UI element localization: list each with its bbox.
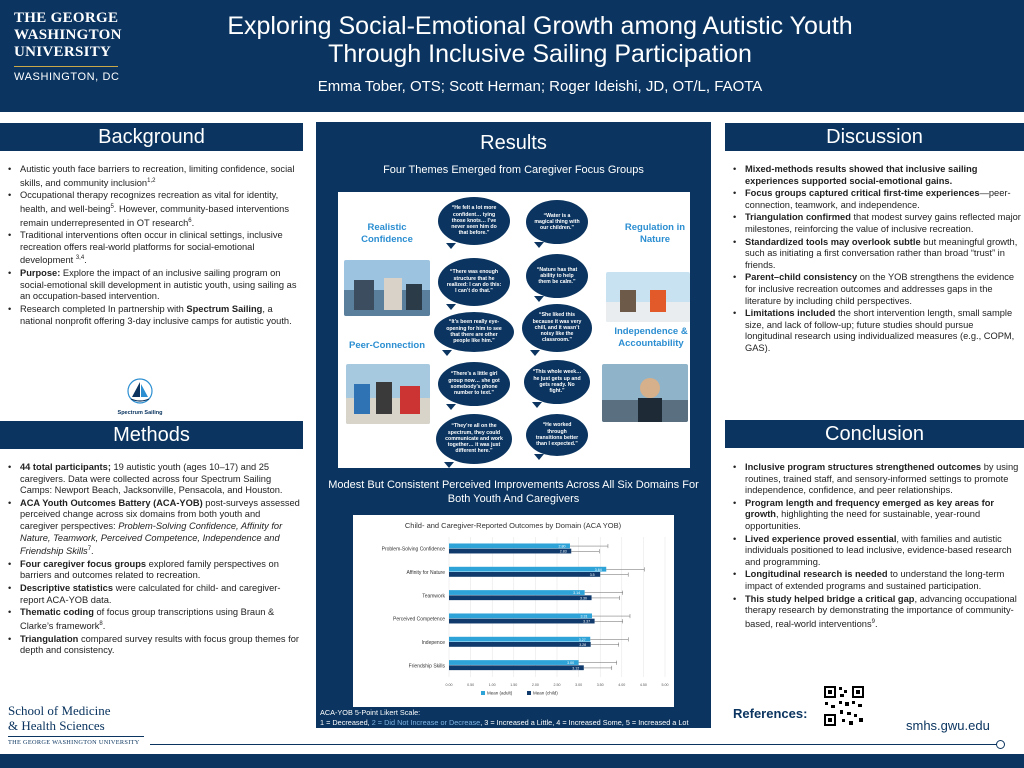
m-lead: Triangulation (20, 633, 79, 644)
quote-bubble: “He felt a lot more confident… tying those knots… I’ve never seen him do that before.” (438, 197, 510, 245)
category-label: Affinity for Nature (406, 570, 445, 576)
x-tick-label: 0.00 (445, 683, 453, 687)
quote-bubble: “Water is a magical thing with our children.” (526, 200, 588, 244)
x-tick-label: 1.50 (510, 683, 518, 687)
scale-part: , 3 = Increased a Little, 4 = Increased Some, 5 = Increased a Lot (480, 717, 689, 727)
qr-code-graphic (822, 684, 866, 728)
bg-text: Traditional interventions often occur in clinical settings, inclusive recreation offers real-world platforms for social-emotional development (20, 230, 283, 266)
citation: 8 (99, 620, 103, 627)
x-tick-label: 5.00 (661, 683, 669, 687)
qr-code-icon[interactable] (822, 684, 866, 728)
school-rule (8, 736, 144, 737)
sailboat-icon (105, 377, 175, 405)
background-heading: Background (0, 123, 303, 151)
x-tick-label: 3.00 (575, 683, 583, 687)
conclusion-list (729, 462, 1021, 630)
c-lead: Program length and frequency emerged as key areas for growth (745, 497, 995, 520)
m-domains: Problem-Solving Confidence, Affinity for Nature, Teamwork, Perceived Competence, Independence and Friendship Skills (20, 520, 283, 557)
background-item (4, 164, 298, 189)
d-text: the short intervention length, small sample size, and lack of follow-up; future studies should pursue longitudinal research using individualized measures (e.g., COPM, GAS). (745, 308, 1015, 353)
bar (449, 660, 579, 665)
scale-part: 1 = Decreased, (320, 717, 372, 727)
conclusion-item (729, 534, 1021, 569)
quote-bubble: “There’s a little girl group now… she got somebody’s phone number to text.” (438, 362, 510, 406)
photo-independence (602, 364, 688, 422)
photo-youth-sailing (344, 260, 430, 316)
x-tick-label: 2.00 (531, 683, 539, 687)
school-of-medicine-logo (8, 703, 148, 746)
d-lead: Limitations included (745, 308, 836, 319)
gwu-logo (14, 10, 136, 90)
bg-text: Autistic youth face barriers to recreation, limiting confidence, social skills, and community inclusion (20, 164, 295, 188)
quote-bubble: “They’re all on the spectrum, they could communicate and work together… it was just different here.” (436, 414, 512, 464)
m-lead: Four caregiver focus groups (20, 558, 147, 569)
c-text: by using routines, trained staff, and sensory-informed settings to promote independence, confidence, and peer relationships. (745, 462, 1019, 496)
outcomes-chart (353, 515, 674, 707)
bar (449, 549, 571, 554)
m-text: . (102, 620, 106, 631)
m-lead: Thematic coding (20, 607, 94, 618)
likert-scale (320, 708, 710, 727)
bar-value-label: 3.28 (579, 643, 587, 647)
d-lead: Triangulation confirmed (745, 212, 851, 223)
methods-item (4, 583, 300, 606)
bg-text: . However, community-based interventions remain underrepresented in OT research (20, 203, 289, 228)
poster-header (0, 0, 1024, 112)
logo-line-1: THE GEORGE (14, 10, 119, 26)
c-text: , advancing occupational therapy research by demonstrating the importance of community-based, real-world interventions (745, 593, 1017, 629)
discussion-item (729, 308, 1021, 354)
results-panel (316, 122, 711, 728)
x-tick-label: 4.50 (639, 683, 647, 687)
school-gwu: THE GEORGE WASHINGTON UNIVERSITY (8, 739, 140, 746)
legend-label: Mean (adult) (487, 690, 513, 696)
outcomes-chart-svg (353, 515, 674, 707)
bg-text: Explore the impact of an inclusive sailing program on social-emotional skill development in autistic youth, using sailing as an occupation-based intervention. (20, 268, 297, 302)
chart-bars (449, 543, 644, 670)
bar (449, 572, 600, 577)
m-text: . (91, 546, 94, 557)
footer-dot (996, 740, 1005, 749)
c-text: , with families and autistic individuals positioned to lead inclusive, evidence-based research and programming. (745, 533, 1012, 567)
x-tick-label: 0.50 (467, 683, 475, 687)
citation: 6 (188, 217, 192, 224)
citation: 7 (87, 546, 92, 553)
background-item (4, 304, 298, 327)
bar-value-label: 2.80 (558, 544, 566, 549)
bar (449, 595, 592, 600)
m-text: explored family perspectives on barriers and outcomes related to recreation. (20, 558, 279, 581)
bar-value-label: 3.30 (580, 596, 588, 601)
category-label: Indepence (421, 640, 445, 646)
category-label: Perceived Competence (393, 616, 445, 623)
category-label: Friendship Skills (408, 663, 445, 670)
d-lead: Standardized tools may overlook subtle (745, 236, 921, 247)
photo-peers-icon (346, 364, 430, 424)
methods-item (4, 498, 300, 558)
bar (449, 619, 595, 624)
theme-independence-accountability: Independence & Accountability (614, 326, 688, 349)
m-lead: ACA Youth Outcomes Battery (ACA-YOB) (20, 497, 203, 508)
citation: 3,4 (75, 255, 85, 262)
footer-bar (0, 754, 1024, 768)
bar (449, 590, 585, 595)
theme-peer-connection: Peer-Connection (348, 340, 425, 351)
bar-value-label: 3.12 (572, 666, 580, 671)
m-text: 19 autistic youth (ages 10–17) and 25 caregivers. Data were collected across four Spectrum Sailing Camps: Newport Beach, Jacksonville, Pensacola, and Houston. (20, 462, 283, 496)
partner-logo-text: Spectrum Sailing (117, 410, 163, 416)
theme-regulation-in-nature: Regulation in Nature (624, 222, 686, 245)
logo-rule (14, 66, 118, 67)
background-body (4, 164, 298, 328)
d-text: but meaningful growth, such as initiating a first conversation rather than broad “trust” in friends. (745, 236, 1018, 270)
photo-nature-icon (606, 272, 690, 322)
discussion-list (729, 164, 1021, 355)
discussion-item (729, 237, 1021, 272)
c-lead: This study helped bridge a critical gap (745, 593, 915, 604)
spectrum-sailing-logo (105, 377, 175, 415)
photo-boat-nature (606, 272, 690, 322)
theme-realistic-confidence: Realistic Confidence (361, 222, 413, 245)
chart-x-ticks (446, 683, 669, 687)
scale-part-neutral: 2 = Did Not Increase or Decrease (371, 717, 481, 727)
background-list (4, 164, 298, 327)
bar-value-label: 3.5 (589, 573, 595, 577)
d-lead: Mixed-methods results showed that inclusive sailing experiences supported social-emotional gains. (745, 164, 978, 186)
logo-line-2: WASHINGTON (14, 27, 122, 43)
website-url[interactable]: smhs.gwu.edu (906, 718, 990, 733)
c-lead: Inclusive program structures strengthened outcomes (745, 462, 982, 472)
x-tick-label: 3.50 (596, 683, 604, 687)
chart-category-labels (382, 547, 446, 670)
c-lead: Lived experience proved essential (745, 533, 897, 544)
quote-bubble: “It’s been really eye-opening for him to see that there are other people like him.” (434, 312, 514, 352)
conclusion-item (729, 498, 1021, 533)
photo-sailing-icon (344, 260, 430, 316)
chart-legend (481, 691, 558, 696)
background-item (4, 230, 298, 267)
methods-body (4, 462, 300, 658)
discussion-item (729, 164, 1021, 187)
scale-title: ACA-YOB 5-Point Likert Scale: (320, 708, 421, 717)
discussion-item (729, 272, 1021, 307)
bar-value-label: 3.37 (583, 619, 591, 624)
school-line-2: & Health Sciences (8, 718, 105, 733)
references-label: References: (733, 706, 808, 721)
footer-rule (150, 744, 1000, 745)
conclusion-heading: Conclusion (725, 420, 1024, 448)
m-text: compared survey results with focus group themes for depth and consistency. (20, 633, 300, 656)
discussion-item (729, 188, 1021, 211)
logo-location: WASHINGTON, DC (14, 71, 120, 83)
bar (449, 665, 584, 670)
c-text: , highlighting the need for sustainable, year-round opportunities. (745, 509, 981, 531)
category-label: Teamwork (422, 593, 445, 600)
bar-value-label: 3.31 (580, 614, 588, 619)
category-label: Problem-Solving Confidence (381, 546, 445, 553)
bar-value-label: 3.27 (578, 637, 586, 642)
title-line-2: Through Inclusive Sailing Participation (328, 40, 752, 68)
methods-list (4, 462, 300, 657)
title-line-1: Exploring Social-Emotional Growth among Autistic Youth (227, 12, 853, 40)
methods-heading: Methods (0, 421, 303, 449)
citation: 1,2 (147, 177, 156, 184)
d-text: —peer-connection, teamwork, and independence. (745, 188, 1011, 210)
chart-grid (449, 537, 665, 677)
m-text: post-surveys assessed perceived change across six domains from both youth and caregiver perspectives: (20, 497, 300, 531)
bar (449, 543, 570, 548)
bg-text: Research completed In partnership with (20, 303, 187, 314)
x-tick-label: 1.00 (488, 683, 496, 687)
conclusion-body (729, 462, 1021, 631)
bar-value-label: 3.14 (573, 591, 581, 596)
background-item (4, 190, 298, 229)
themes-title: Four Themes Emerged from Caregiver Focus Groups (383, 164, 644, 176)
x-tick-label: 2.50 (553, 683, 561, 687)
photo-peer-group (346, 364, 430, 424)
poster-title (160, 12, 920, 68)
discussion-body (729, 164, 1021, 356)
c-text: . (874, 618, 878, 629)
photo-independence-icon (602, 364, 688, 422)
bar (449, 642, 591, 647)
x-tick-label: 4.00 (618, 683, 626, 687)
quote-bubble: “This whole week… he just gets up and gets ready. No fight.” (524, 360, 590, 404)
discussion-item (729, 212, 1021, 235)
bg-text: . (84, 255, 87, 266)
legend-swatch (527, 691, 531, 695)
background-item (4, 268, 298, 303)
bar-value-label: 3.64 (594, 567, 602, 572)
logo-line-3: UNIVERSITY (14, 44, 112, 60)
citation: 5 (110, 203, 114, 210)
bar-value-label: 3.00 (567, 661, 575, 666)
chart-subtitle: Modest But Consistent Perceived Improvements Across All Six Domains For Both Youth And Caregivers (328, 479, 699, 505)
bar (449, 613, 592, 618)
m-lead: 44 total participants; (20, 462, 111, 472)
m-lead: Descriptive statistics (20, 583, 114, 594)
results-heading: Results (480, 132, 547, 154)
d-lead: Parent–child consistency (745, 272, 858, 283)
methods-item (4, 559, 300, 582)
school-line-1: School of Medicine (8, 703, 111, 718)
citation: 9 (871, 618, 875, 625)
themes-figure (338, 192, 690, 468)
bar-value-label: 2.83 (559, 549, 567, 554)
bg-lead: Purpose: (20, 268, 61, 279)
m-text: of focus group transcriptions using Braun & Clarke’s framework (20, 607, 275, 631)
discussion-heading: Discussion (725, 123, 1024, 151)
quote-bubble: “She liked this because it was very chill, and it wasn’t noisy like the classroom.” (522, 304, 592, 352)
m-text: were calculated for child- and caregiver-report ACA-YOB data. (20, 583, 281, 605)
chart-title: Child- and Caregiver-Reported Outcomes by Domain (ACA YOB) (404, 521, 622, 530)
bg-lead: Spectrum Sailing (186, 303, 263, 314)
quote-bubble: “Nature has that ability to help them be calm.” (526, 254, 588, 298)
c-text: to understand the long-term impact of extended programs and sustained participation. (745, 569, 1005, 591)
bar (449, 637, 590, 642)
quote-bubble: “There was enough structure that he realized: I can do this: I can’t do that.” (438, 258, 510, 306)
legend-swatch (481, 691, 485, 695)
conclusion-item (729, 594, 1021, 631)
legend-label: Mean (child) (533, 690, 558, 696)
c-lead: Longitudinal research is needed (745, 569, 888, 580)
bg-text: Occupational therapy recognizes recreation as vital for identity, health, and well-being (20, 190, 279, 214)
methods-item (4, 462, 300, 497)
methods-item (4, 607, 300, 632)
conclusion-item (729, 569, 1021, 592)
d-lead: Focus groups captured critical first-time experiences (745, 188, 980, 199)
bg-text: . (191, 217, 195, 228)
quote-bubble: “He worked through transitions better than I expected.” (526, 414, 588, 456)
conclusion-item (729, 462, 1021, 497)
d-text: on the YOB strengthens the evidence for inclusive recreation outcomes and addresses gaps in the literature by including child perspectives. (745, 272, 1015, 306)
poster-authors: Emma Tober, OTS; Scott Herman; Roger Ideishi, JD, OT/L, FAOTA (317, 78, 763, 95)
bg-text: , a national nonprofit offering 3-day inclusive camps for autistic youth. (20, 303, 292, 326)
bar (449, 567, 606, 572)
d-text: that modest survey gains reflected major milestones, reinforcing the value of inclusive recreation. (745, 212, 1021, 234)
methods-item (4, 634, 300, 657)
scale-values (320, 718, 710, 728)
